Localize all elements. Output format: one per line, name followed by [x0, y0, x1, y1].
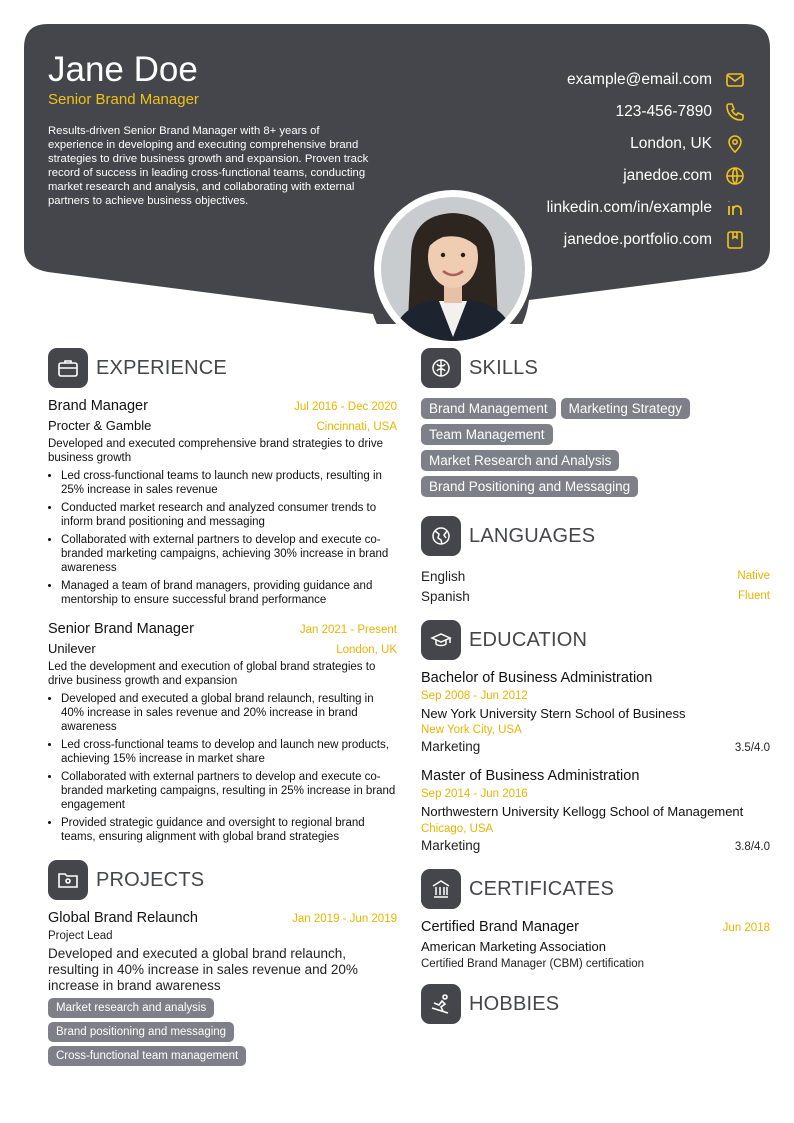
- job-description: Led the development and execution of global brand strategies to drive business growth and expansion: [48, 661, 376, 687]
- job-dates: Jan 2021 - Present: [299, 624, 397, 636]
- education-dates: Sep 2008 - Jun 2012: [421, 690, 528, 702]
- right-column: [421, 348, 770, 1034]
- folder-icon: [48, 860, 88, 900]
- contact-location[interactable]: [547, 128, 746, 160]
- contact-text: London, UK: [630, 135, 712, 152]
- list-item: • Collaborated with external partners to develop and execute co-branded marketing campaigns, achieving 30% increase in brand awareness: [61, 533, 397, 575]
- list-item: • Led cross-functional teams to develop and launch new products, achieving 15% increase in market share: [61, 738, 397, 766]
- certificate-name: Certified Brand Manager: [421, 919, 579, 935]
- brain-icon: [421, 348, 461, 388]
- job-dates: Jul 2016 - Dec 2020: [294, 401, 397, 413]
- skill-tag: Brand Positioning and Messaging: [421, 476, 638, 497]
- certificate-description: Certified Brand Manager (CBM) certification: [421, 958, 645, 970]
- institution-icon: [421, 869, 461, 909]
- linkedin-icon: [724, 197, 746, 219]
- portfolio-icon: [724, 229, 746, 251]
- section-title: EXPERIENCE: [96, 356, 227, 379]
- education-entry: [421, 670, 770, 754]
- skill-tag: Market Research and Analysis: [421, 450, 619, 471]
- skills-header: [421, 348, 770, 388]
- language-icon: [421, 516, 461, 556]
- school-name: New York University Stern School of Business: [421, 706, 686, 721]
- project-description: Developed and executed a global brand relaunch, resulting in 40% increase in sales revenue and 20% increase in brand awareness: [48, 946, 358, 993]
- experience-header: [48, 348, 397, 388]
- job-title: Senior Brand Manager: [48, 621, 194, 637]
- experience-entry: [48, 398, 397, 607]
- project-tag: Cross-functional team management: [48, 1046, 246, 1066]
- experience-entry: [48, 621, 397, 844]
- list-item: • Conducted market research and analyzed consumer trends to inform brand positioning and messaging: [61, 501, 397, 529]
- language-name: Spanish: [421, 588, 470, 604]
- certificate-entry: [421, 919, 770, 970]
- job-location: Cincinnati, USA: [316, 421, 397, 433]
- list-item: • Managed a team of brand managers, providing guidance and mentorship to ensure successful brand performance: [61, 579, 397, 607]
- education-entry: [421, 768, 770, 853]
- hobbies-header: [421, 984, 770, 1024]
- contact-text: janedoe.com: [623, 167, 712, 184]
- skiing-icon: [421, 984, 461, 1024]
- school-name: Northwestern University Kellogg School of Management: [421, 804, 744, 819]
- skill-tag: Marketing Strategy: [561, 398, 690, 419]
- project-dates: Jan 2019 - Jun 2019: [292, 913, 397, 925]
- contact-website[interactable]: [547, 160, 746, 192]
- contact-email[interactable]: [547, 64, 746, 96]
- contact-portfolio[interactable]: [547, 224, 746, 256]
- gpa: 3.8/4.0: [734, 841, 770, 853]
- language-name: English: [421, 568, 466, 584]
- company-name: Procter & Gamble: [48, 418, 152, 433]
- field-of-study: Marketing: [421, 739, 481, 754]
- education-header: [421, 620, 770, 660]
- degree-name: Bachelor of Business Administration: [421, 670, 653, 686]
- contact-text: example@email.com: [567, 71, 712, 88]
- list-item: • Provided strategic guidance and oversight to regional brand teams, ensuring alignment with global brand strategies: [61, 816, 397, 844]
- language-row: [421, 566, 770, 586]
- section-title: PROJECTS: [96, 868, 205, 891]
- job-title: Brand Manager: [48, 398, 148, 414]
- list-item: • Led cross-functional teams to launch new products, resulting in 25% increase in sales revenue: [61, 469, 397, 497]
- section-title: EDUCATION: [469, 628, 588, 651]
- certificate-issuer: American Marketing Association: [421, 939, 606, 954]
- gpa: 3.5/4.0: [734, 742, 770, 754]
- skills-list: [421, 398, 770, 502]
- skill-tag: Brand Management: [421, 398, 556, 419]
- languages-list: [421, 566, 770, 606]
- language-level: Native: [737, 570, 770, 582]
- profile-summary: Results-driven Senior Brand Manager with 8+ years of experience in developing and executing comprehensive brand strategies to drive business growth and expansion. Proven track record of success in leading cross-functional teams, conducting market research and analysis, and collaborating with external partners to achieve business objectives.: [48, 125, 369, 207]
- contact-text: janedoe.portfolio.com: [563, 231, 712, 248]
- job-description: Developed and executed comprehensive brand strategies to drive business growth: [48, 438, 383, 464]
- briefcase-icon: [48, 348, 88, 388]
- contact-linkedin[interactable]: [547, 192, 746, 224]
- language-row: [421, 586, 770, 606]
- project-tag: Brand positioning and messaging: [48, 1022, 234, 1042]
- school-location: Chicago, USA: [421, 823, 494, 835]
- contact-phone[interactable]: [547, 96, 746, 128]
- job-location: London, UK: [336, 644, 397, 656]
- candidate-title: Senior Brand Manager: [48, 91, 199, 108]
- contact-text: 123-456-7890: [615, 103, 712, 120]
- profile-photo: [374, 190, 532, 348]
- degree-name: Master of Business Administration: [421, 768, 640, 784]
- location-pin-icon: [724, 133, 746, 155]
- achievement-list: [48, 469, 397, 607]
- graduation-cap-icon: [421, 620, 461, 660]
- company-name: Unilever: [48, 641, 96, 656]
- projects-header: [48, 860, 397, 900]
- contact-text: linkedin.com/in/example: [546, 199, 712, 216]
- project-title: Global Brand Relaunch: [48, 910, 198, 926]
- project-role: Project Lead: [48, 930, 113, 942]
- contact-list: [547, 64, 746, 256]
- languages-header: [421, 516, 770, 556]
- school-location: New York City, USA: [421, 724, 522, 736]
- section-title: CERTIFICATES: [469, 877, 615, 900]
- left-column: [48, 348, 397, 1070]
- globe-icon: [724, 165, 746, 187]
- certificate-date: Jun 2018: [722, 922, 770, 934]
- section-title: HOBBIES: [469, 992, 560, 1015]
- project-entry: [48, 910, 397, 1070]
- language-level: Fluent: [738, 590, 770, 602]
- section-title: SKILLS: [469, 356, 539, 379]
- field-of-study: Marketing: [421, 838, 481, 853]
- skill-tag: Team Management: [421, 424, 553, 445]
- mail-icon: [724, 69, 746, 91]
- project-tag: Market research and analysis: [48, 998, 214, 1018]
- candidate-name: Jane Doe: [48, 50, 198, 89]
- list-item: • Collaborated with external partners to develop and execute co-branded marketing campaigns, resulting in 25% increase in brand engagement: [61, 770, 397, 812]
- list-item: • Developed and executed a global brand relaunch, resulting in 40% increase in sales revenue and 20% increase in brand awareness: [61, 692, 397, 734]
- project-tags: [48, 998, 397, 1070]
- education-dates: Sep 2014 - Jun 2016: [421, 788, 528, 800]
- achievement-list: [48, 692, 397, 844]
- certificates-header: [421, 869, 770, 909]
- phone-icon: [724, 101, 746, 123]
- section-title: LANGUAGES: [469, 524, 596, 547]
